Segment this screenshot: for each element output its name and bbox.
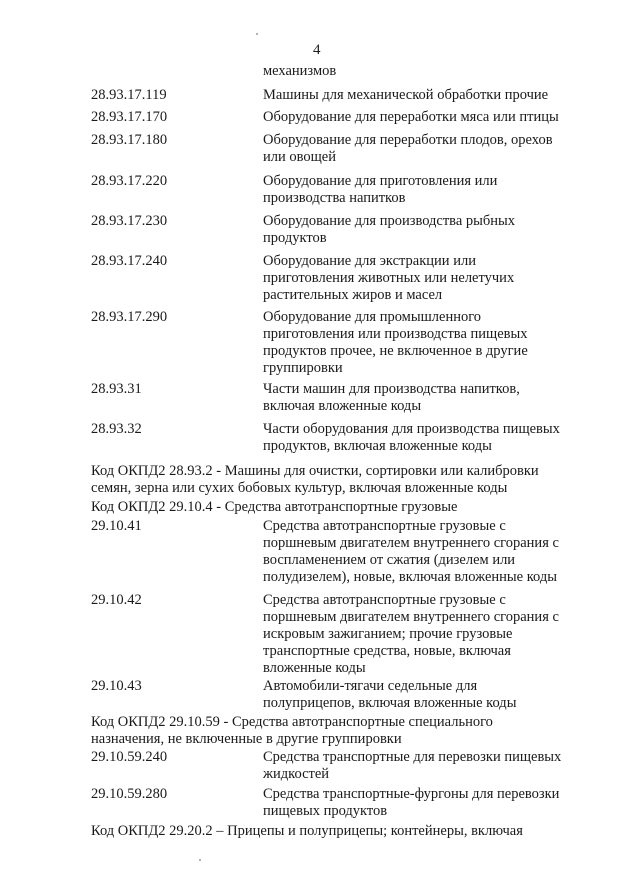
okpd-description: приготовления или производства пищевых <box>263 326 528 342</box>
okpd-code: 29.10.59.280 <box>91 786 168 802</box>
okpd-description: полуприцепов, включая вложенные коды <box>263 695 517 711</box>
okpd-group-heading: семян, зерна или сухих бобовых культур, включая вложенные коды <box>91 480 508 496</box>
okpd-group-heading: Код ОКПД2 29.10.59 - Средства автотранспортные специального <box>91 714 493 730</box>
okpd-description: группировки <box>263 360 343 376</box>
okpd-code: 28.93.31 <box>91 381 142 397</box>
okpd-group-heading: назначения, не включенные в другие группировки <box>91 731 402 747</box>
okpd-description: поршневым двигателем внутреннего сгорания с <box>263 609 559 625</box>
okpd-description: Средства транспортные-фургоны для перевозки <box>263 786 560 802</box>
okpd-code: 29.10.41 <box>91 518 142 534</box>
okpd-description: Оборудование для приготовления или <box>263 173 498 189</box>
okpd-code: 28.93.17.220 <box>91 173 168 189</box>
okpd-description: транспортные средства, новые, включая <box>263 643 511 659</box>
okpd-description: полудизелем), новые, включая вложенные коды <box>263 569 557 585</box>
okpd-description: Средства транспортные для перевозки пищевых <box>263 749 562 765</box>
okpd-description: Оборудование для промышленного <box>263 309 482 325</box>
okpd-code: 28.93.17.180 <box>91 132 168 148</box>
continuation-text: механизмов <box>263 63 337 79</box>
okpd-description: или овощей <box>263 149 336 165</box>
okpd-description: Средства автотранспортные грузовые с <box>263 592 506 608</box>
okpd-description: приготовления животных или нелетучих <box>263 270 515 286</box>
okpd-description: растительных жиров и масел <box>263 287 443 303</box>
okpd-description: Оборудование для переработки плодов, орехов <box>263 132 553 148</box>
okpd-description: продуктов прочее, не включенное в другие <box>263 343 528 359</box>
okpd-description: поршневым двигателем внутреннего сгорания с <box>263 535 559 551</box>
okpd-description: Средства автотранспортные грузовые с <box>263 518 506 534</box>
okpd-description: Машины для механической обработки прочие <box>263 87 549 103</box>
okpd-description: воспламенением от сжатия (дизелем или <box>263 552 516 568</box>
okpd-description: включая вложенные коды <box>263 398 422 414</box>
okpd-code: 29.10.42 <box>91 592 142 608</box>
okpd-description: продуктов, включая вложенные коды <box>263 438 492 454</box>
scan-speck <box>199 859 201 861</box>
page-number: 4 <box>313 42 321 58</box>
okpd-description: пищевых продуктов <box>263 803 388 819</box>
scan-speck <box>256 33 258 35</box>
okpd-description: Части машин для производства напитков, <box>263 381 520 397</box>
okpd-group-heading: Код ОКПД2 29.20.2 – Прицепы и полуприцепы; контейнеры, включая <box>91 823 523 839</box>
okpd-description: Части оборудования для производства пищевых <box>263 421 560 437</box>
okpd-group-heading: Код ОКПД2 28.93.2 - Машины для очистки, сортировки или калибровки <box>91 463 539 479</box>
okpd-description: производства напитков <box>263 190 406 206</box>
okpd-description: Оборудование для переработки мяса или птицы <box>263 109 559 125</box>
okpd-group-heading: Код ОКПД2 29.10.4 - Средства автотранспортные грузовые <box>91 499 458 515</box>
okpd-description: Оборудование для экстракции или <box>263 253 476 269</box>
okpd-description: продуктов <box>263 230 327 246</box>
okpd-description: искровым зажиганием; прочие грузовые <box>263 626 513 642</box>
okpd-code: 28.93.17.290 <box>91 309 168 325</box>
okpd-code: 28.93.32 <box>91 421 142 437</box>
okpd-code: 29.10.43 <box>91 678 142 694</box>
okpd-code: 28.93.17.230 <box>91 213 168 229</box>
okpd-code: 28.93.17.240 <box>91 253 168 269</box>
okpd-description: жидкостей <box>263 766 330 782</box>
okpd-description: вложенные коды <box>263 660 366 676</box>
okpd-description: Оборудование для производства рыбных <box>263 213 516 229</box>
okpd-description: Автомобили-тягачи седельные для <box>263 678 478 694</box>
okpd-code: 28.93.17.170 <box>91 109 168 125</box>
okpd-code: 29.10.59.240 <box>91 749 168 765</box>
okpd-code: 28.93.17.119 <box>91 87 167 103</box>
